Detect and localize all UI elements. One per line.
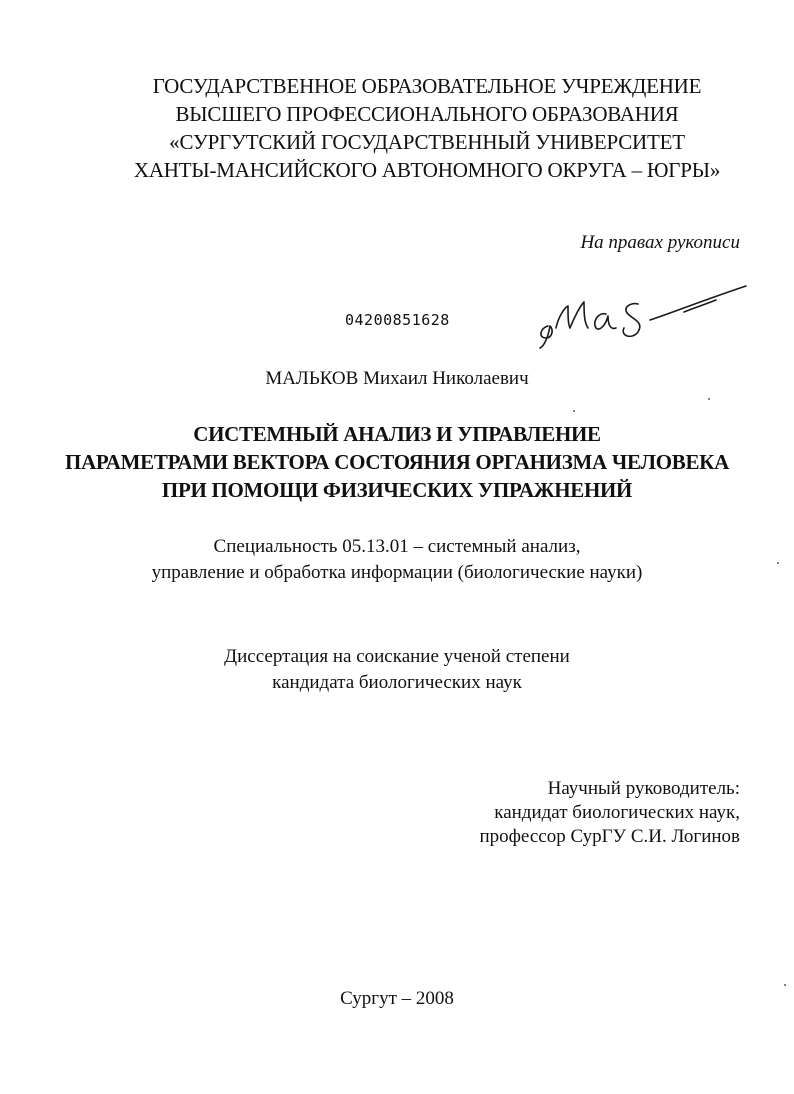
institution-line-1: ГОСУДАРСТВЕННОЕ ОБРАЗОВАТЕЛЬНОЕ УЧРЕЖДЕНИЕ [152, 74, 702, 98]
specialty-line-2: управление и обработка информации (биологические науки) [151, 562, 643, 583]
advisor-line-2: кандидат биологических наук, [494, 802, 740, 823]
advisor-line-3: профессор СурГУ С.И. Логинов [479, 826, 740, 847]
scan-speck [573, 410, 575, 412]
author-name: МАЛЬКОВ Михаил Николаевич [265, 368, 529, 389]
scan-speck [708, 398, 710, 400]
institution-line-4: ХАНТЫ-МАНСИЙСКОГО АВТОНОМНОГО ОКРУГА – ЮГРЫ» [133, 158, 721, 182]
institution-line-3: «СУРГУТСКИЙ ГОСУДАРСТВЕННЫЙ УНИВЕРСИТЕТ [169, 130, 685, 154]
degree-line-2: кандидата биологических наук [272, 672, 522, 693]
title-line-1: СИСТЕМНЫЙ АНАЛИЗ И УПРАВЛЕНИЕ [193, 422, 601, 446]
scan-speck [777, 562, 779, 564]
place-year: Сургут – 2008 [340, 988, 454, 1009]
manuscript-note: На правах рукописи [580, 232, 740, 253]
handwritten-signature [534, 282, 754, 352]
title-line-3: ПРИ ПОМОЩИ ФИЗИЧЕСКИХ УПРАЖНЕНИЙ [161, 478, 633, 502]
advisor-line-1: Научный руководитель: [547, 778, 740, 799]
title-line-2: ПАРАМЕТРАМИ ВЕКТОРА СОСТОЯНИЯ ОРГАНИЗМА ЧЕЛОВЕКА [65, 450, 729, 474]
catalog-code: 04200851628 [345, 311, 450, 329]
institution-line-2: ВЫСШЕГО ПРОФЕССИОНАЛЬНОГО ОБРАЗОВАНИЯ [175, 102, 679, 126]
degree-line-1: Диссертация на соискание ученой степени [224, 646, 570, 667]
specialty-line-1: Специальность 05.13.01 – системный анализ, [213, 536, 581, 557]
scan-speck [784, 984, 786, 986]
